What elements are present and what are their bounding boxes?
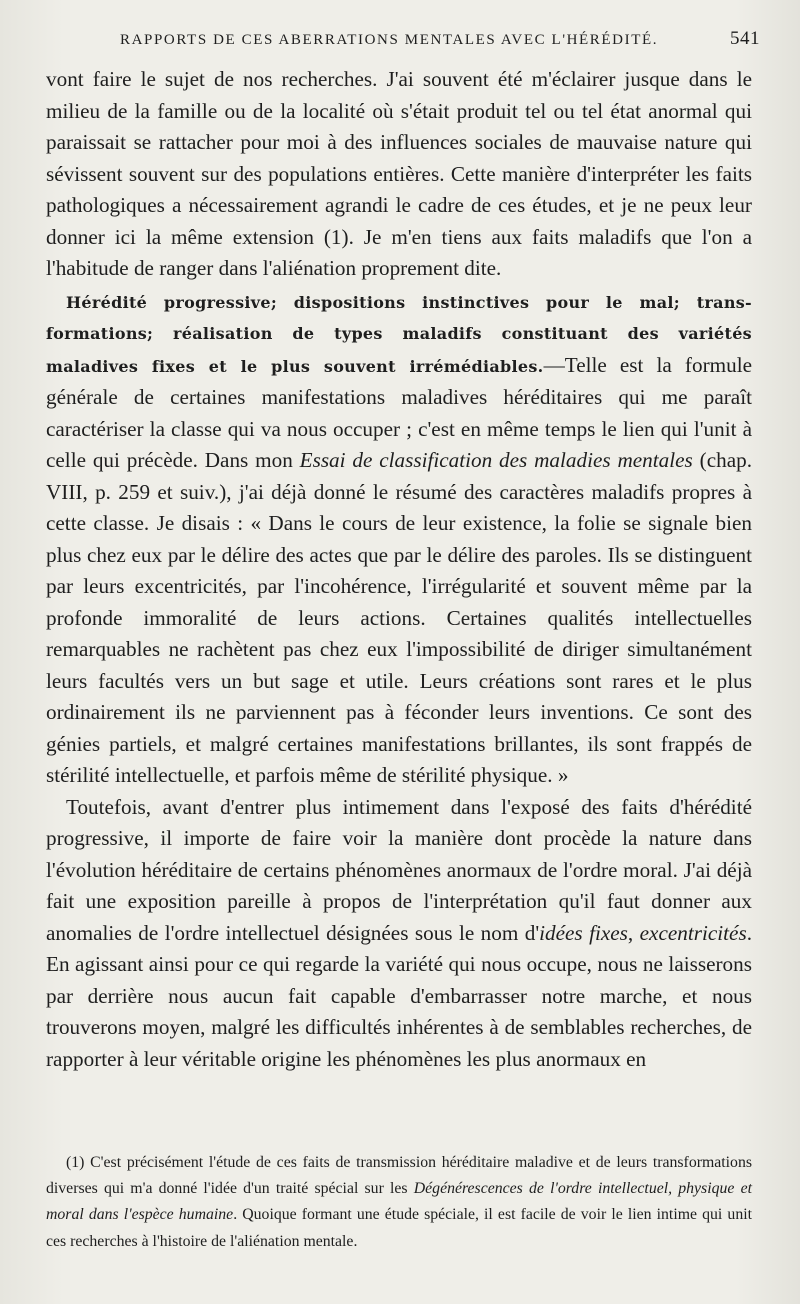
footnote xyxy=(46,1150,752,1255)
section-rubric-line-2: formations; réalisation de types maladifs constituant des variétés xyxy=(46,324,752,343)
essai-title: Essai de classification des maladies mentales xyxy=(299,448,693,472)
term-idees-fixes: idées fixes xyxy=(539,920,628,945)
page-header xyxy=(120,28,760,62)
paragraph-2-text: —Telle est la formule générale de certaines manifestations maladives héréditaires qui me paraît caractériser la classe qui va nous occuper ; c'est en même temps le lien qui l'unit à celle qui précède. Dans mon xyxy=(46,352,752,472)
paragraph-1: vont faire le sujet de nos recherches. J'ai souvent été m'éclairer jusque dans le milieu de la famille ou de la localité où s'était produit tel ou tel état anormal qui paraissait se rattacher pour moi à des influences sociales de mauvaise nature qui sévissent souvent sur des populations entières. Cette manière d'interpréter les faits pathologiques a nécessairement agrandi le cadre de ces études, et je ne peux leur donner ici la même extension (1). Je m'en tiens aux faits maladifs que l'on a l'habitude de ranger dans l'aliénation proprement dite. xyxy=(46,67,752,280)
footnote-1 xyxy=(46,1150,752,1255)
running-title: RAPPORTS DE CES ABERRATIONS MENTALES AVEC L'HÉRÉDITÉ. xyxy=(120,32,659,48)
footnote-text-start: (1) C'est précisément l'étude de ces faits de transmission héréditaire maladive et de leurs transformations diverses qui m'a donné l'idée d'un traité spécial sur les xyxy=(46,1154,752,1198)
footnote-text-end: . Quoique formant une étude spéciale, il est facile de voir le lien intime qui unit ces recherches à l'histoire de l'aliénation mentale. xyxy=(46,1206,752,1250)
paragraph-3-start: Toutefois, avant d'entrer plus intimement dans l'exposé des faits d'hérédité progressive, il importe de faire voir la manière dont procède la nature dans l'évolution héréditaire de certains phénomènes anormaux de l'ordre moral. J'ai déjà fait une exposition pareille à propos de l'interprétation qu'il faut donner aux anomalies de l'ordre intellectuel désignées sous le nom d' xyxy=(46,794,752,945)
paragraph-3-comma: , xyxy=(627,920,640,945)
paragraph-3 xyxy=(46,792,752,1076)
paragraph-2 xyxy=(46,287,752,792)
section-rubric-line-3: maladives fixes et le plus souvent irrémédiables. xyxy=(46,356,544,376)
body-text xyxy=(46,64,752,1075)
page-number: 541 xyxy=(730,28,760,49)
term-excentricites: excentricités xyxy=(639,920,747,945)
paragraph-3-end: . En agissant ainsi pour ce qui regarde la variété qui nous occupe, nous ne laisserons par derrière nous aucun fait capable d'embarrasser notre marche, et nous trouverons moyen, malgré les difficultés inhérentes à de semblables recherches, de rapporter à leur véritable origine les phénomènes les plus anormaux en xyxy=(46,920,752,1071)
section-rubric-line-1: Hérédité progressive; dispositions instinctives pour le mal; trans- xyxy=(66,292,752,312)
paragraph-2-rest: (chap. VIII, p. 259 et suiv.), j'ai déjà donné le résumé des caractères maladifs propres à cette classe. Je disais : « Dans le cours de leur existence, la folie se signale bien plus chez eux par le délire des actes que par le délire des paroles. Ils se distinguent par leurs excentricités, par l'incohérence, l'irrégularité et souvent même par la profonde immoralité de leurs actions. Certaines qualités intellectuelles remarquables ne rachètent pas chez eux l'impossibilité de diriger simultanément leurs facultés vers un but sage et utile. Leurs créations sont rares et le plus ordinairement ils ne parviennent pas à féconder leurs inventions. Ce sont des génies partiels, et malgré certaines manifestations brillantes, ils sont frappés de stérilité intellectuelle, et parfois même de stérilité physique. » xyxy=(46,448,752,787)
footnote-book-title: Dégénérescences de l'ordre intellectuel, physique et moral dans l'espèce humaine xyxy=(46,1180,752,1224)
